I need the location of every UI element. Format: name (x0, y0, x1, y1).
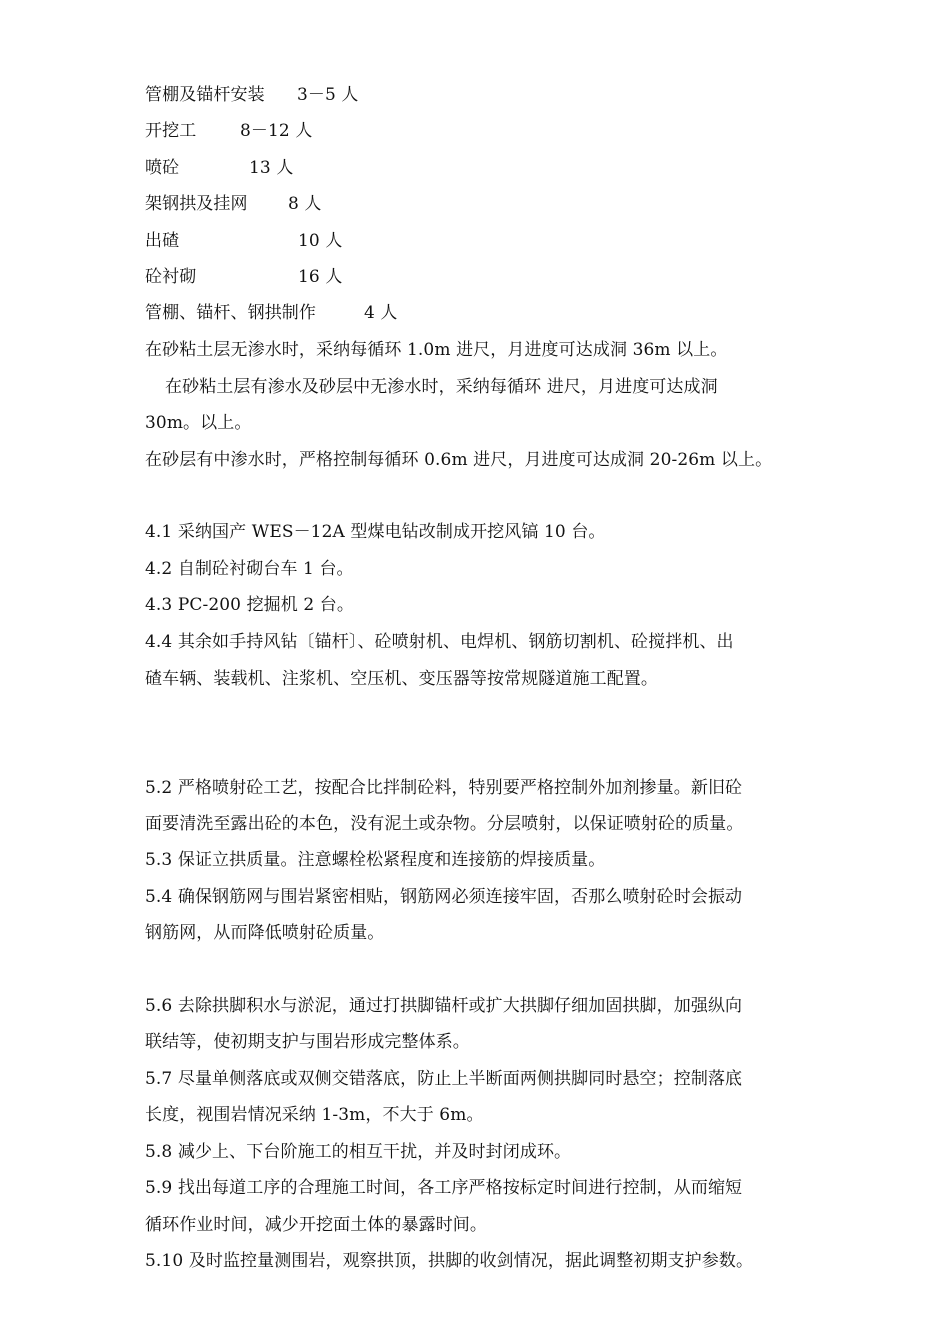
staffing-row (145, 230, 810, 252)
measure-item: 5.9 找出每道工序的合理施工时间，各工序严格按标定时间进行控制，从而缩短 (145, 1178, 743, 1198)
staffing-count: 3－5 人 (297, 85, 359, 105)
measure-item: 5.6 去除拱脚积水与淤泥，通过打拱脚锚杆或扩大拱脚仔细加固拱脚，加强纵向 (145, 996, 743, 1016)
staffing-row (145, 157, 810, 179)
equipment-item: 4.1 采纳国产 WES－12A 型煤电钻改制成开挖风镐 10 台。 (145, 522, 606, 542)
staffing-row (145, 193, 810, 215)
staffing-count: 4 人 (364, 303, 398, 323)
staffing-role: 出碴 (145, 231, 180, 251)
equipment-item: 4.3 PC-200 挖掘机 2 台。 (145, 595, 355, 615)
staffing-row (145, 84, 810, 106)
measure-item-continued: 循环作业时间，减少开挖面土体的暴露时间。 (145, 1215, 487, 1235)
equipment-item: 4.2 自制砼衬砌台车 1 台。 (145, 559, 354, 579)
measure-item: 5.8 减少上、下台阶施工的相互干扰，并及时封闭成环。 (145, 1142, 572, 1162)
staffing-role: 开挖工 (145, 121, 197, 141)
staffing-role: 喷砼 (145, 158, 180, 178)
measure-item-continued: 联结等，使初期支护与围岩形成完整体系。 (145, 1032, 470, 1052)
staffing-role: 管棚及锚杆安装 (145, 85, 265, 105)
quality-item: 5.3 保证立拱质量。注意螺栓松紧程度和连接筋的焊接质量。 (145, 850, 606, 870)
staffing-count: 10 人 (298, 231, 343, 251)
staffing-count: 8 人 (288, 194, 322, 214)
staffing-row (145, 120, 810, 142)
quality-item: 5.4 确保钢筋网与围岩紧密相贴，钢筋网必须连接牢固，否那么喷射砼时会振动 (145, 887, 743, 907)
staffing-role: 砼衬砌 (145, 267, 197, 287)
staffing-row (145, 302, 810, 324)
equipment-item: 4.4 其余如手持风钻〔锚杆〕、砼喷射机、电焊机、钢筋切割机、砼搅拌机、出 (145, 632, 734, 652)
measure-item-continued: 长度，视围岩情况采纳 1-3m，不大于 6m。 (145, 1105, 484, 1125)
quality-item: 5.2 严格喷射砼工艺，按配合比拌制砼料，特别要严格控制外加剂掺量。新旧砼 (145, 778, 743, 798)
quality-item-continued: 钢筋网，从而降低喷射砼质量。 (145, 923, 385, 943)
staffing-count: 8－12 人 (240, 121, 313, 141)
measure-item: 5.10 及时监控量测围岩，观察拱顶，拱脚的收剑情况，据此调整初期支护参数。 (145, 1251, 754, 1271)
progress-paragraph-continued: 30m。以上。 (145, 413, 252, 433)
progress-paragraph: 在砂层有中渗水时，严格控制每循环 0.6m 进尺，月进度可达成洞 20-26m 以上。 (145, 450, 773, 470)
measure-item: 5.7 尽量单侧落底或双侧交错落底，防止上半断面两侧拱脚同时悬空；控制落底 (145, 1069, 743, 1089)
staffing-row (145, 266, 810, 288)
progress-paragraph: 在砂粘土层有渗水及砂层中无渗水时，采纳每循环 进尺，月进度可达成洞 (165, 377, 718, 397)
equipment-item-continued: 碴车辆、装载机、注浆机、空压机、变压器等按常规隧道施工配置。 (145, 669, 658, 689)
quality-item-continued: 面要清洗至露出砼的本色，没有泥土或杂物。分层喷射，以保证喷射砼的质量。 (145, 814, 744, 834)
staffing-role: 架钢拱及挂网 (145, 194, 248, 214)
progress-paragraph: 在砂粘土层无渗水时，采纳每循环 1.0m 进尺，月进度可达成洞 36m 以上。 (145, 340, 728, 360)
staffing-role: 管棚、锚杆、钢拱制作 (145, 303, 316, 323)
staffing-count: 16 人 (298, 267, 343, 287)
staffing-count: 13 人 (249, 158, 294, 178)
